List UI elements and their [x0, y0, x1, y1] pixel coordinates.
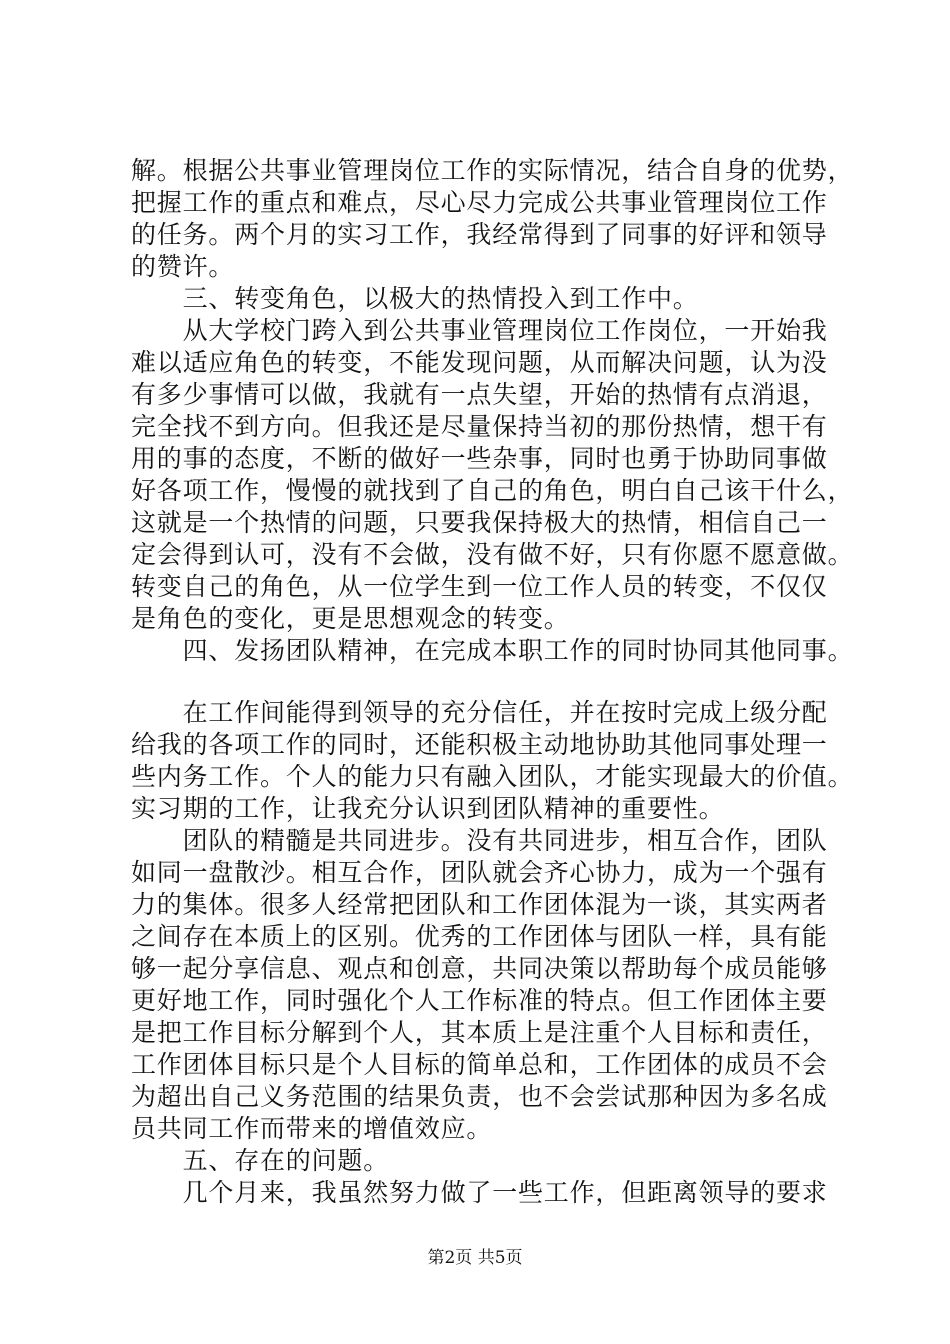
text-line: 几个月来，我虽然努力做了一些工作，但距离领导的要求 [131, 1178, 828, 1207]
text-line: 把握工作的重点和难点，尽心尽力完成公共事业管理岗位工作 [131, 188, 828, 217]
text-line: 如同一盘散沙。相互合作，团队就会齐心协力，成为一个强有 [131, 858, 828, 887]
text-line: 用的事的态度，不断的做好一些杂事，同时也勇于协助同事做 [131, 444, 828, 473]
text-line: 在工作间能得到领导的充分信任，并在按时完成上级分配 [131, 698, 828, 727]
text-line: 从大学校门跨入到公共事业管理岗位工作岗位，一开始我 [131, 316, 828, 345]
text-line: 是把工作目标分解到个人，其本质上是注重个人目标和责任， [131, 1018, 828, 1047]
text-line: 难以适应角色的转变，不能发现问题，从而解决问题，认为没 [131, 348, 828, 377]
text-line: 更好地工作，同时强化个人工作标准的特点。但工作团体主要 [131, 986, 828, 1015]
text-line: 团队的精髓是共同进步。没有共同进步，相互合作，团队 [131, 826, 828, 855]
paragraph-gap [131, 667, 851, 697]
text-line: 好各项工作，慢慢的就找到了自己的角色，明白自己该干什么， [131, 476, 854, 505]
text-line: 是角色的变化，更是思想观念的转变。 [131, 604, 570, 633]
section-heading: 五、存在的问题。 [131, 1146, 390, 1175]
text-line: 力的集体。很多人经常把团队和工作团体混为一谈，其实两者 [131, 890, 828, 919]
text-line: 实习期的工作，让我充分认识到团队精神的重要性。 [131, 794, 725, 823]
text-line: 有多少事情可以做，我就有一点失望，开始的热情有点消退， [131, 380, 828, 409]
section-heading: 三、转变角色，以极大的热情投入到工作中。 [131, 284, 699, 313]
text-line: 给我的各项工作的同时，还能积极主动地协助其他同事处理一 [131, 730, 828, 759]
text-line: 这就是一个热情的问题，只要我保持极大的热情，相信自己一 [131, 508, 828, 537]
text-line: 定会得到认可，没有不会做，没有做不好，只有你愿不愿意做。 [131, 540, 854, 569]
document-body [131, 155, 854, 1209]
text-line: 够一起分享信息、观点和创意，共同决策以帮助每个成员能够 [131, 954, 828, 983]
text-line: 的赞许。 [131, 252, 235, 281]
text-line: 员共同工作而带来的增值效应。 [131, 1114, 493, 1143]
text-line: 完全找不到方向。但我还是尽量保持当初的那份热情，想干有 [131, 412, 828, 441]
page-number-footer: 第2页 共5页 [427, 1248, 523, 1268]
text-line: 的任务。两个月的实习工作，我经常得到了同事的好评和领导 [131, 220, 828, 249]
text-line: 之间存在本质上的区别。优秀的工作团体与团队一样，具有能 [131, 922, 828, 951]
text-line: 转变自己的角色，从一位学生到一位工作人员的转变，不仅仅 [131, 572, 828, 601]
text-line: 解。根据公共事业管理岗位工作的实际情况，结合自身的优势， [131, 156, 854, 185]
text-line: 工作团体目标只是个人目标的简单总和，工作团体的成员不会 [131, 1050, 828, 1079]
text-line: 些内务工作。个人的能力只有融入团队，才能实现最大的价值。 [131, 762, 854, 791]
section-heading: 四、发扬团队精神，在完成本职工作的同时协同其他同事。 [131, 636, 854, 665]
text-line: 为超出自己义务范围的结果负责，也不会尝试那种因为多名成 [131, 1082, 828, 1111]
